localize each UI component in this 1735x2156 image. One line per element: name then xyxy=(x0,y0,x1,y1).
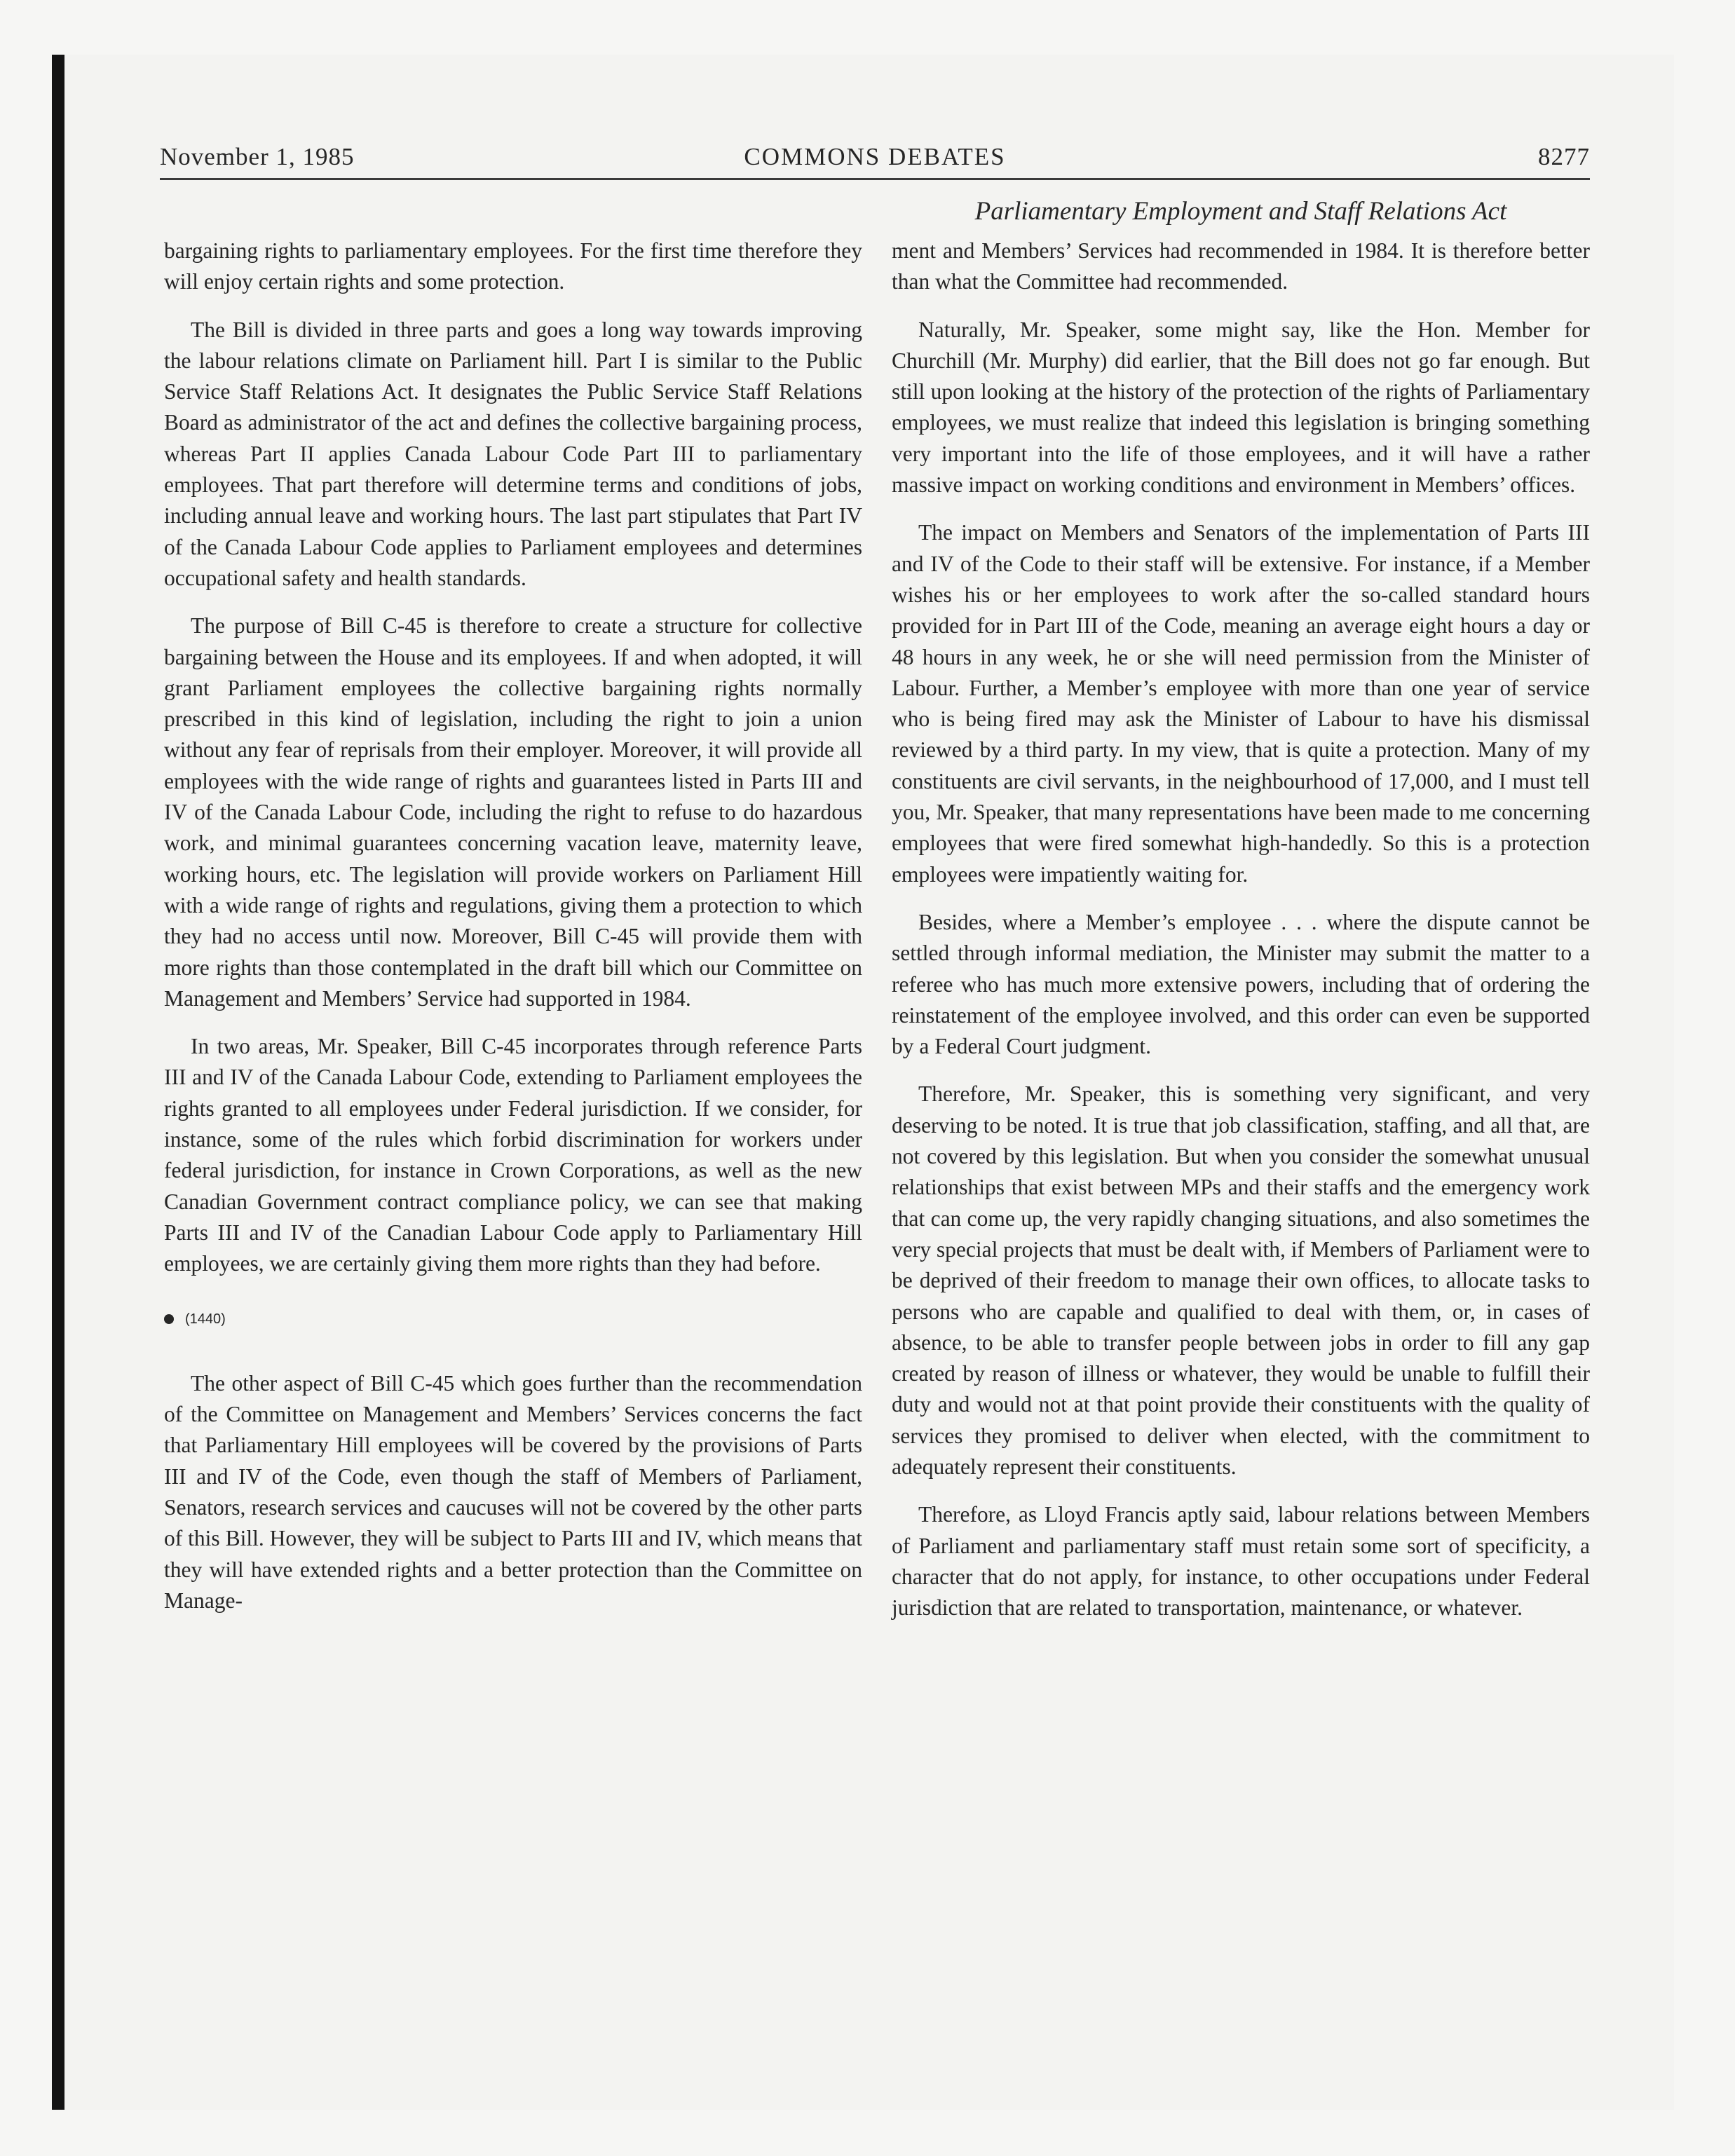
paragraph: The Bill is divided in three parts and goes a long way towards improving the labour relations climate on Parliament hill. Part I is similar to the Public Service Staff Relations Act. It designates the Public Service Staff Relations Board as administrator of the act and defines the collective bargaining process, whereas Part II applies Canada Labour Code Part III to parliamentary employees. That part therefore will determine terms and conditions of jobs, including annual leave and working hours. The last part stipulates that Part IV of the Canada Labour Code applies to Parliament employees and determines occupational safety and health standards. xyxy=(164,317,862,590)
header-page-number: 8277 xyxy=(1538,143,1590,170)
paragraph: bargaining rights to parliamentary employees. For the first time therefore they will enjoy certain rights and some protection. xyxy=(164,238,862,294)
paragraph: Therefore, as Lloyd Francis aptly said, labour relations between Members of Parliament and parliamentary staff must retain some sort of specificity, a character that do not apply, for instance, to other occupations under Federal jurisdiction that are related to transportation, maintenance, or whatever. xyxy=(892,1502,1590,1621)
paragraph: In two areas, Mr. Speaker, Bill C-45 incorporates through reference Parts III and IV of the Canada Labour Code, extending to Parliament employees the rights granted to all employees under Federal jurisdiction. If we consider, for instance, some of the rules which forbid discrimination for workers under federal jurisdiction, for instance in Crown Corporations, as well as the new Canadian Government contract compliance policy, we can see that making Parts III and IV of the Canadian Labour Code apply to Parliamentary Hill employees, we are certainly giving them more rights than they had before. xyxy=(164,1034,862,1276)
running-head: Parliamentary Employment and Staff Relations Act xyxy=(974,197,1507,226)
paragraph: The purpose of Bill C-45 is therefore to create a structure for collective bargaining between the House and its employees. If and when adopted, it will grant Parliament employees the collective bargaining rights normally prescribed in this kind of legislation, including the right to join a union without any fear of reprisals from their employer. Moreover, it will provide all employees with the wide range of rights and guarantees listed in Parts III and IV of the Canada Labour Code, including the right to refuse to do hazardous work, and minimal guarantees concerning vacation leave, maternity leave, working hours, etc. The legislation will provide workers on Parliament Hill with a wide range of rights and regulations, giving them a protection to which they had no access until now. Moreover, Bill C-45 will provide them with more rights than those contemplated in the draft bill which our Committee on Management and Members’ Service had supported in 1984. xyxy=(164,613,862,1011)
header-date: November 1, 1985 xyxy=(160,143,355,170)
right-column xyxy=(892,236,1590,1946)
time-marker xyxy=(164,1304,862,1335)
bullet-icon xyxy=(164,1314,174,1324)
time-marker-label: (1440) xyxy=(185,1311,226,1327)
paragraph: Therefore, Mr. Speaker, this is something very significant, and very deserving to be noted. It is true that job classification, staffing, and all that, are not covered by this legislation. But when you consider the somewhat unusual relationships that exist between MPs and their staffs and the emergency work that can come up, the very rapidly changing situations, and also sometimes the very special projects that must be dealt with, if Members of Parliament were to be deprived of their freedom to manage their own offices, to allocate tasks to persons who are capable and qualified to deal with them, or, in cases of absence, to be able to transfer people between jobs in order to fill any gap created by reason of illness or whatever, they would be unable to fulfill their duty and would not at that point provide their constituents with the quality of services they promised to deliver when elected, with the commitment to adequately represent their constituents. xyxy=(892,1082,1590,1479)
scan-edge-shadow xyxy=(52,55,64,2110)
paragraph: The impact on Members and Senators of the implementation of Parts III and IV of the Code to their staff will be extensive. For instance, if a Member wishes his or her employees to work after the so-called standard hours provided for in Part III of the Code, meaning an average eight hours a day or 48 hours in any week, he or she will need permission from the Minister of Labour. Further, a Member’s employee with more than one year of service who is being fired may ask the Minister of Labour to have his dismissal reviewed by a third party. In my view, that is quite a protection. Many of my constituents are civil servants, in the neighbourhood of 17,000, and I must tell you, Mr. Speaker, that many representations have been made to me concerning employees that were fired somewhat high-handedly. So this is a protection employees were impatiently waiting for. xyxy=(892,520,1590,887)
header-title: COMMONS DEBATES xyxy=(744,143,1006,170)
paragraph: Naturally, Mr. Speaker, some might say, like the Hon. Member for Churchill (Mr. Murphy) did earlier, that the Bill does not go far enough. But still upon looking at the history of the protection of the rights of Parliamentary employees, we must realize that indeed this legislation is bringing something very important into the life of those employees, and it will have a rather massive impact on working conditions and environment in Members’ offices. xyxy=(892,317,1590,498)
paragraph: The other aspect of Bill C-45 which goes further than the recommendation of the Committee on Management and Members’ Services concerns the fact that Parliamentary Hill employees will be covered by the provisions of Parts III and IV of the Code, even though the staff of Members of Parliament, Senators, research services and caucuses will not be covered by the other parts of this Bill. However, they will be subject to Parts III and IV, which means that they will have extended rights and a better protection than the Committee on Manage- xyxy=(164,1370,862,1613)
paragraph: Besides, where a Member’s employee . . . where the dispute cannot be settled through informal mediation, the Minister may submit the matter to a referee who has much more extensive powers, including that of ordering the reinstatement of the employee involved, and this order can even be supported by a Federal Court judgment. xyxy=(892,909,1590,1059)
header-rule xyxy=(160,178,1590,180)
paragraph: ment and Members’ Services had recommended in 1984. It is therefore better than what the Committee had recommended. xyxy=(892,238,1590,294)
left-column xyxy=(164,236,862,1946)
page-header xyxy=(160,143,1590,179)
